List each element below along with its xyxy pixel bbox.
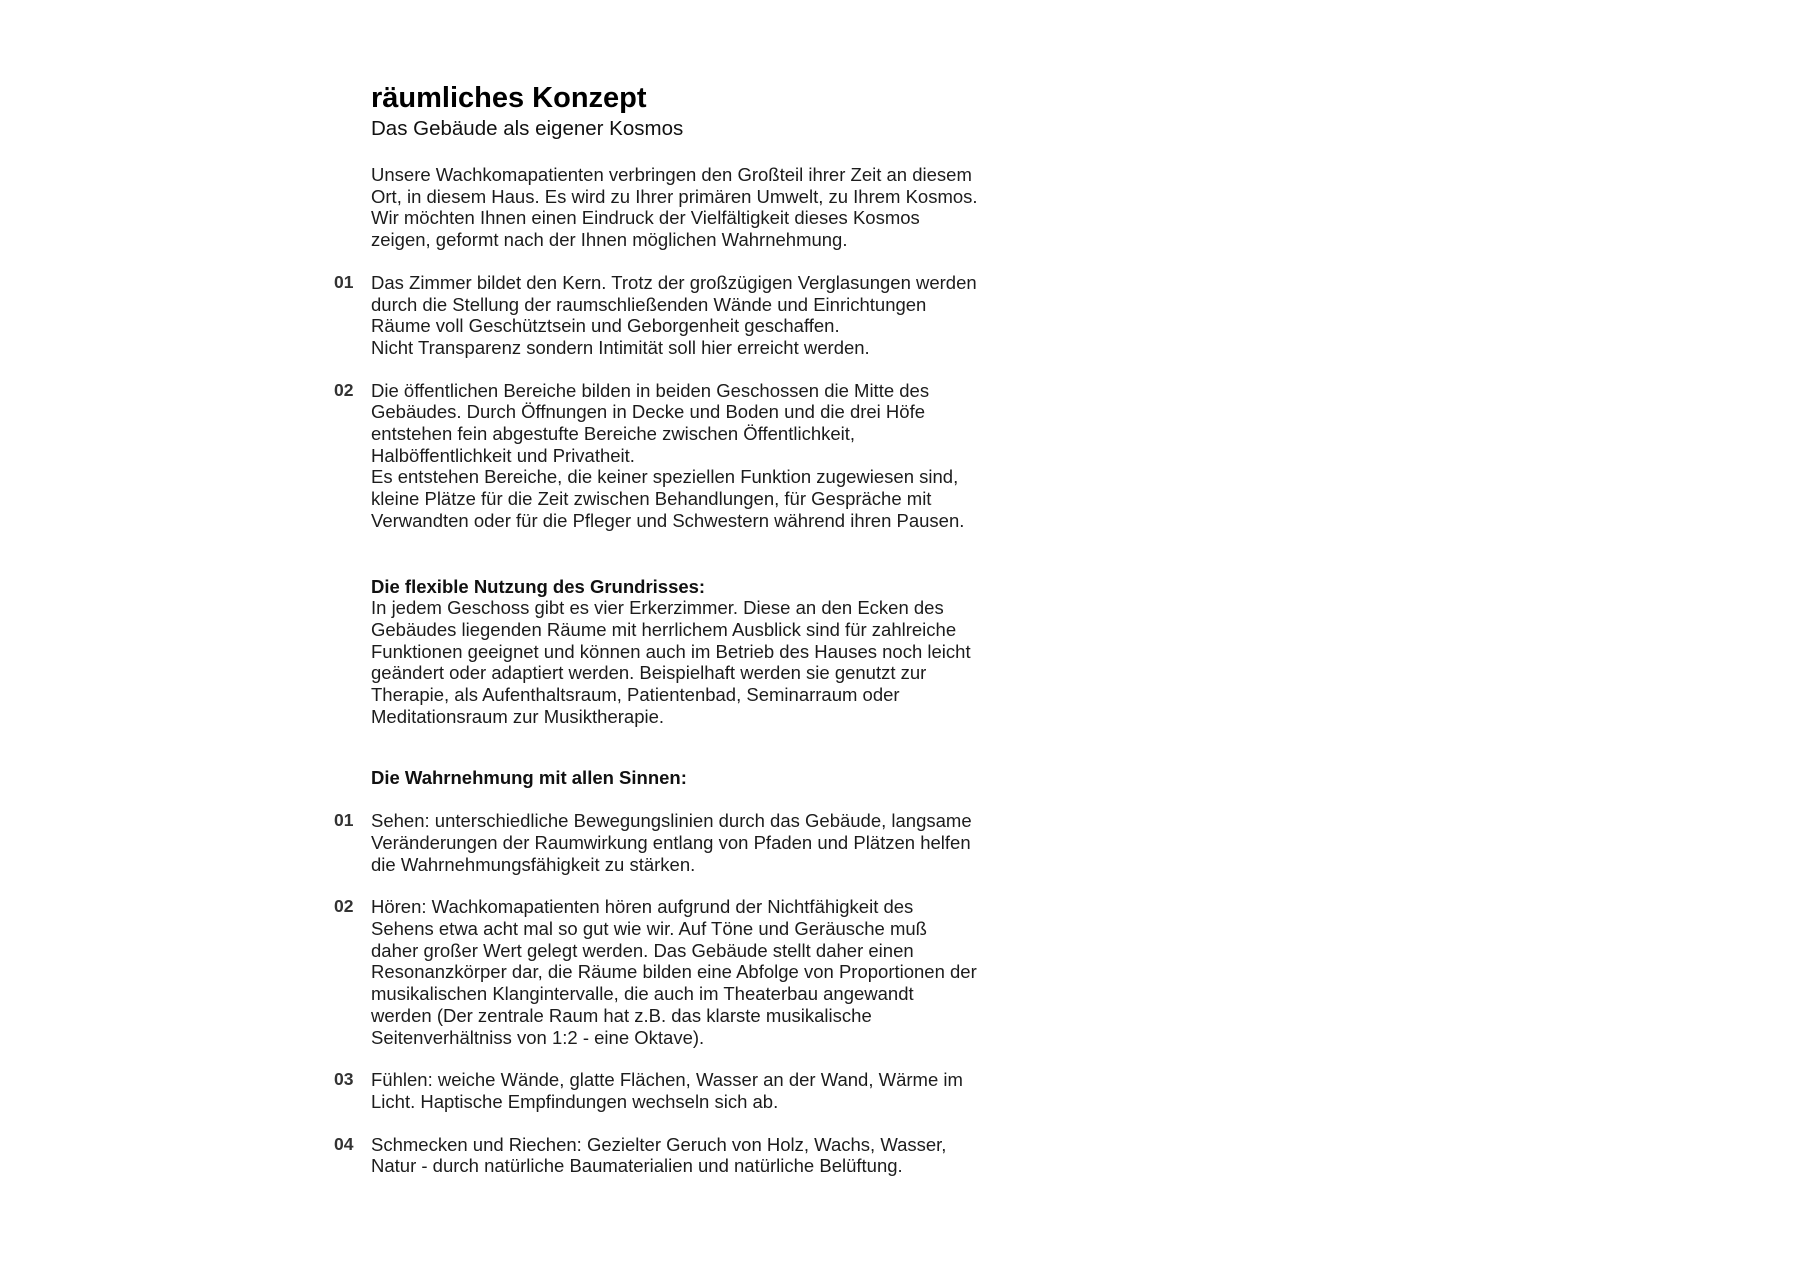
sense-item xyxy=(334,1133,1031,1177)
item-text: Die öffentlichen Bereiche bilden in beiden Geschossen die Mitte des Gebäudes. Durch Öffnungen in Decke und Boden und die drei Höfe entstehen fein abgestufte Bereiche zwischen Öffentlichkeit, Halböffentlichkeit und Privatheit. Es entstehen Bereiche, die keiner speziellen Funktion zugewiesen sind, kleine Plätze für die Zeit zwischen Behandlungen, für Gespräche mit Verwandten oder für die Pfleger und Schwestern während ihren Pausen. xyxy=(371,379,965,531)
item-text: Das Zimmer bildet den Kern. Trotz der großzügigen Verglasungen werden durch die Stellung der raumschließenden Wände und Einrichtungen Räume voll Geschütztsein und Geborgenheit geschaffen. Nicht Transparenz sondern Intimität soll hier erreicht werden. xyxy=(371,271,977,358)
text-column xyxy=(334,80,1031,1177)
item-number: 02 xyxy=(334,379,354,400)
item-text: Sehen: unterschiedliche Bewegungslinien durch das Gebäude, langsame Veränderungen der Raumwirkung entlang von Pfaden und Plätzen helfen die Wahrnehmungsfähigkeit zu stärken. xyxy=(371,810,972,875)
section-heading: Die flexible Nutzung des Grundrisses: xyxy=(371,575,706,597)
sense-item xyxy=(334,810,1031,875)
item-text: Schmecken und Riechen: Gezielter Geruch von Holz, Wachs, Wasser, Natur - durch natürliche Baumaterialien und natürliche Belüftung. xyxy=(371,1133,947,1177)
section-text: In jedem Geschoss gibt es vier Erkerzimmer. Diese an den Ecken des Gebäudes liegenden Räume mit herrlichem Ausblick sind für zahlreiche Funktionen geeignet und können auch im Betrieb des Hauses noch leicht geändert oder adaptiert werden. Beispielhaft werden sie genutzt zur Therapie, als Aufenthaltsraum, Patientenbad, Seminarraum oder Meditationsraum zur Musiktherapie. xyxy=(371,597,971,727)
item-number: 01 xyxy=(334,810,354,831)
intro-paragraph: Unsere Wachkomapatienten verbringen den Großteil ihrer Zeit an diesem Ort, in diesem Haus. Es wird zu Ihrer primären Umwelt, zu Ihrem Kosmos. Wir möchten Ihnen einen Eindruck der Vielfältigkeit dieses Kosmos zeigen, geformt nach der Ihnen möglichen Wahrnehmung. xyxy=(371,164,978,251)
page-title: räumliches Konzept xyxy=(371,82,647,114)
item-number: 01 xyxy=(334,271,354,292)
sense-item xyxy=(334,896,1031,1048)
concept-item xyxy=(334,379,1031,532)
page-subtitle: Das Gebäude als eigener Kosmos xyxy=(371,117,684,140)
section-heading: Die Wahrnehmung mit allen Sinnen: xyxy=(371,767,687,789)
concept-item xyxy=(334,271,1031,359)
flexible-use-section xyxy=(371,576,1031,728)
item-text: Fühlen: weiche Wände, glatte Flächen, Wasser an der Wand, Wärme im Licht. Haptische Empfindungen wechseln sich ab. xyxy=(371,1069,963,1112)
senses-section xyxy=(334,767,1031,1177)
item-number: 03 xyxy=(334,1069,354,1090)
item-text: Hören: Wachkomapatienten hören aufgrund der Nichtfähigkeit des Sehens etwa acht mal so gut wie wir. Auf Töne und Geräusche muß daher großer Wert gelegt werden. Das Gebäude stellt daher einen Resonanzkörper dar, die Räume bilden eine Abfolge von Proportionen der musikalischen Klangintervalle, die auch im Theaterbau angewandt werden (Der zentrale Raum hat z.B. das klarste musikalische Seitenverhältniss von 1:2 - eine Oktave). xyxy=(371,896,977,1048)
sense-item xyxy=(334,1069,1031,1112)
item-number: 02 xyxy=(334,896,354,917)
item-number: 04 xyxy=(334,1133,354,1154)
